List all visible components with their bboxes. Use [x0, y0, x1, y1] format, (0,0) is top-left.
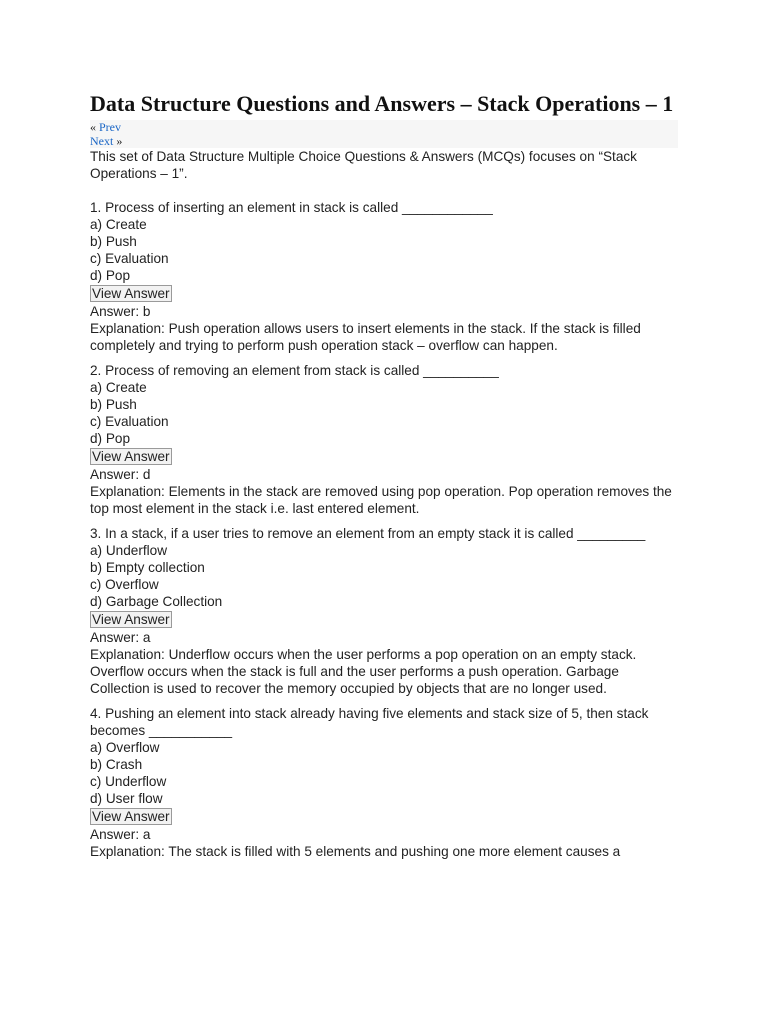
option-a: a) Underflow [90, 543, 168, 558]
option-d: d) Pop [90, 431, 131, 446]
explanation-text: Explanation: Push operation allows users to insert elements in the stack. If the stack is filled completely and trying to perform push operation stack – overflow can happen. [90, 321, 641, 353]
option-a: a) Create [90, 217, 147, 232]
prev-row [90, 120, 678, 134]
explanation-text: Explanation: The stack is filled with 5 elements and pushing one more element causes a [90, 844, 621, 859]
answer-text: Answer: b [90, 304, 151, 319]
option-a: a) Create [90, 380, 147, 395]
question-1 [90, 199, 678, 354]
option-b: b) Empty collection [90, 560, 205, 575]
option-c: c) Evaluation [90, 414, 169, 429]
prev-arrow-icon: « [90, 120, 99, 134]
answer-text: Answer: d [90, 467, 151, 482]
option-c: c) Underflow [90, 774, 167, 789]
prev-link[interactable]: Prev [99, 120, 121, 134]
option-b: b) Push [90, 397, 137, 412]
explanation-text: Explanation: Underflow occurs when the user performs a pop operation on an empty stack. Overflow occurs when the stack is full and the user performs a push operation. Garbage Collection is used to recover the memory occupied by objects that are no longer used. [90, 647, 637, 696]
question-text: 2. Process of removing an element from stack is called __________ [90, 363, 499, 378]
option-a: a) Overflow [90, 740, 160, 755]
option-b: b) Crash [90, 757, 143, 772]
question-text: 4. Pushing an element into stack already having five elements and stack size of 5, then stack becomes ___________ [90, 706, 649, 738]
option-d: d) Pop [90, 268, 131, 283]
option-d: d) Garbage Collection [90, 594, 223, 609]
option-b: b) Push [90, 234, 137, 249]
intro-text: This set of Data Structure Multiple Choice Questions & Answers (MCQs) focuses on “Stack Operations – 1”. [90, 149, 637, 181]
pagination-nav [90, 120, 678, 148]
next-link[interactable]: Next [90, 134, 114, 148]
view-answer-button[interactable]: View Answer [92, 612, 170, 627]
view-answer-button[interactable]: View Answer [92, 286, 170, 301]
question-4 [90, 705, 678, 860]
explanation-text: Explanation: Elements in the stack are removed using pop operation. Pop operation removes the top most element in the stack i.e. last entered element. [90, 484, 672, 516]
view-answer-button[interactable]: View Answer [92, 449, 170, 464]
option-c: c) Evaluation [90, 251, 169, 266]
next-row [90, 134, 678, 148]
question-text: 1. Process of inserting an element in stack is called ____________ [90, 200, 493, 215]
question-3 [90, 525, 678, 697]
option-c: c) Overflow [90, 577, 159, 592]
next-arrow-icon: » [113, 134, 123, 148]
answer-text: Answer: a [90, 630, 151, 645]
view-answer-button[interactable]: View Answer [92, 809, 170, 824]
question-2 [90, 362, 678, 517]
page-title: Data Structure Questions and Answers – Stack Operations – 1 [90, 91, 674, 116]
answer-text: Answer: a [90, 827, 151, 842]
question-text: 3. In a stack, if a user tries to remove an element from an empty stack it is called _________ [90, 526, 646, 541]
option-d: d) User flow [90, 791, 163, 806]
